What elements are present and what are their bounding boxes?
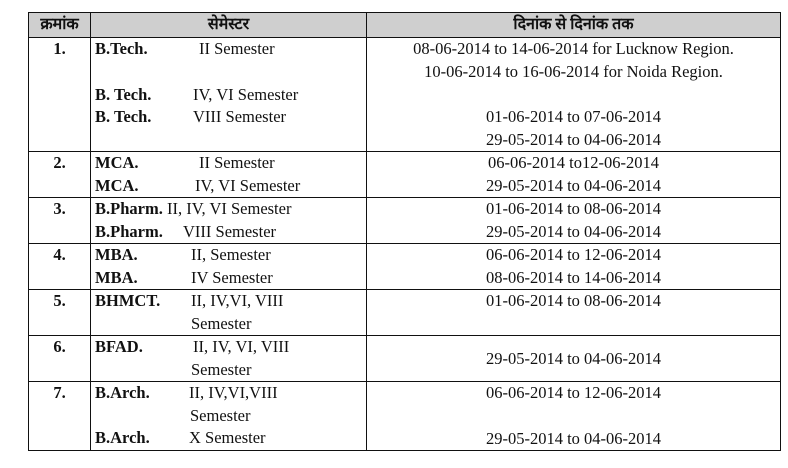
- date-range: 06-06-2014 to12-06-2014: [488, 153, 659, 172]
- semester-name: IV, VI Semester: [193, 84, 299, 104]
- date-range: 29-05-2014 to 04-06-2014: [485, 175, 662, 195]
- semester-name-continued: Semester: [190, 405, 251, 425]
- semester-line: [95, 106, 362, 129]
- semester-name-continued: Semester: [191, 313, 252, 333]
- course-name: B. Tech.: [95, 84, 152, 104]
- table-row: [29, 244, 781, 290]
- semester-line: [95, 221, 362, 244]
- row-semester-cell: [91, 336, 367, 382]
- row-semester-cell: [91, 38, 367, 152]
- row-sno: 2.: [29, 152, 91, 198]
- table-row: [29, 152, 781, 198]
- row-sno: 4.: [29, 244, 91, 290]
- semester-schedule-table: [28, 12, 781, 451]
- semester-name: IV, VI Semester: [195, 175, 301, 195]
- course-name: MCA.: [95, 175, 139, 195]
- table-row: [29, 38, 781, 152]
- semester-line: [95, 244, 362, 267]
- row-sno: 3.: [29, 198, 91, 244]
- semester-name: II, IV,VI, VIII: [191, 291, 284, 310]
- course-name: B.Arch.: [95, 428, 150, 447]
- semester-name: II Semester: [199, 153, 275, 172]
- course-name: B. Tech.: [95, 107, 152, 126]
- semester-line: [95, 427, 362, 450]
- semester-line: [95, 175, 362, 198]
- semester-name: X Semester: [189, 428, 266, 447]
- row-dates-cell: [367, 152, 781, 198]
- date-range: 01-06-2014 to 07-06-2014: [485, 107, 662, 126]
- date-range: 08-06-2014 to 14-06-2014 for Lucknow Region.: [413, 39, 734, 58]
- row-semester-cell: [91, 382, 367, 451]
- row-dates-cell: [367, 198, 781, 244]
- semester-line: [95, 382, 362, 405]
- date-range: 29-05-2014 to 04-06-2014: [485, 129, 662, 149]
- date-range: 06-06-2014 to 12-06-2014: [485, 383, 662, 402]
- semester-name: VIII Semester: [193, 107, 287, 126]
- course-name: BFAD.: [95, 337, 143, 356]
- date-range: 08-06-2014 to 14-06-2014: [485, 267, 662, 287]
- semester-line: [95, 84, 362, 107]
- semester-line: [95, 267, 362, 290]
- row-semester-cell: [91, 290, 367, 336]
- date-range: 10-06-2014 to 16-06-2014 for Noida Region.: [424, 61, 723, 81]
- semester-line: [95, 290, 362, 313]
- course-name: MCA.: [95, 153, 139, 172]
- table-header-row: [29, 13, 781, 38]
- semester-name: IV Semester: [191, 267, 273, 287]
- row-sno: 5.: [29, 290, 91, 336]
- table-row: [29, 290, 781, 336]
- row-semester-cell: [91, 244, 367, 290]
- semester-line: [95, 336, 362, 359]
- course-name: B.Pharm.: [95, 199, 163, 218]
- date-range: 01-06-2014 to 08-06-2014: [485, 291, 662, 310]
- table-row: [29, 382, 781, 451]
- course-name: MBA.: [95, 245, 138, 264]
- date-range: 01-06-2014 to 08-06-2014: [485, 199, 662, 218]
- course-name: B.Tech.: [95, 39, 148, 58]
- course-name: B.Arch.: [95, 383, 150, 402]
- row-dates-cell: [367, 336, 781, 382]
- semester-name: II, IV,VI,VIII: [189, 383, 278, 402]
- row-semester-cell: [91, 198, 367, 244]
- semester-name-continued: Semester: [191, 359, 252, 379]
- semester-line: [95, 198, 362, 221]
- table-row: [29, 198, 781, 244]
- date-range: 06-06-2014 to 12-06-2014: [485, 245, 662, 264]
- semester-name: II, Semester: [191, 245, 271, 264]
- header-semester: सेमेस्टर: [91, 13, 367, 38]
- course-name: MBA.: [95, 267, 138, 287]
- course-name: B.Pharm.: [95, 221, 163, 241]
- date-range: 29-05-2014 to 04-06-2014: [485, 349, 662, 368]
- row-dates-cell: [367, 382, 781, 451]
- semester-name: VIII Semester: [183, 221, 277, 241]
- header-dates: दिनांक से दिनांक तक: [367, 13, 781, 38]
- row-sno: 6.: [29, 336, 91, 382]
- semester-line: [95, 152, 362, 175]
- row-dates-cell: [367, 290, 781, 336]
- row-dates-cell: [367, 244, 781, 290]
- row-sno: 7.: [29, 382, 91, 451]
- table-row: [29, 336, 781, 382]
- header-sno: क्रमांक: [29, 13, 91, 38]
- row-sno: 1.: [29, 38, 91, 152]
- semester-line: [95, 38, 362, 61]
- date-range: 29-05-2014 to 04-06-2014: [485, 221, 662, 241]
- semester-name: II, IV, VI Semester: [166, 199, 292, 218]
- semester-name: II, IV, VI, VIII: [193, 337, 290, 356]
- course-name: BHMCT.: [95, 291, 161, 310]
- semester-name: II Semester: [199, 39, 275, 58]
- date-range: 29-05-2014 to 04-06-2014: [485, 428, 662, 448]
- row-semester-cell: [91, 152, 367, 198]
- row-dates-cell: [367, 38, 781, 152]
